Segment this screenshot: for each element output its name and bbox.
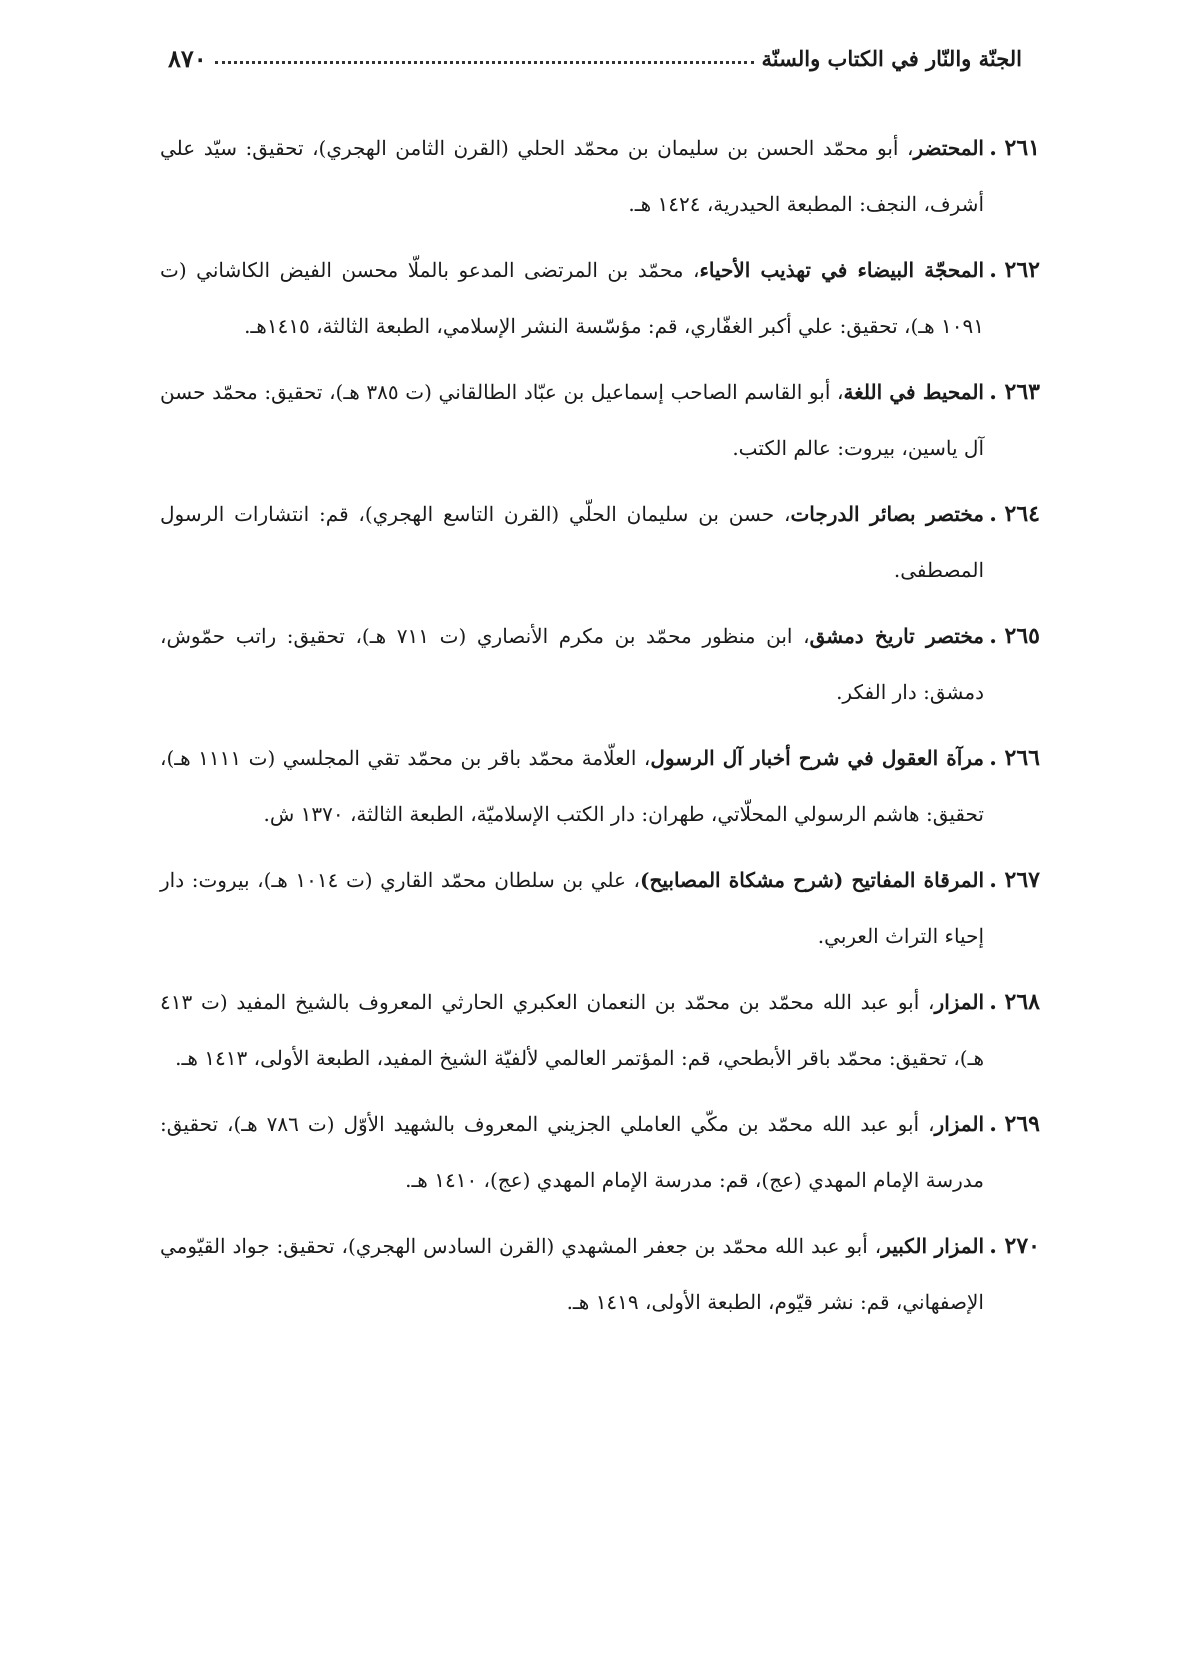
bibliography-entry xyxy=(160,974,1040,1086)
entry-title: المحجّة البيضاء في تهذيب الأحياء xyxy=(699,258,985,282)
entry-number: ٢٦٤ . xyxy=(989,486,1040,542)
book-title: الجنّة والنّار في الكتاب والسنّة xyxy=(761,45,1022,71)
entry-title: مرآة العقول في شرح أخبار آل الرسول xyxy=(650,746,984,770)
entry-title: المزار xyxy=(934,990,984,1014)
running-header xyxy=(160,38,1030,78)
bibliography-entry xyxy=(160,608,1040,720)
bibliography-entry xyxy=(160,242,1040,354)
entry-text: ، حسن بن سليمان الحلّي (القرن التاسع الهجري)، قم: انتشارات الرسول المصطفى. xyxy=(160,502,984,582)
entry-text: ، علي بن سلطان محمّد القاري (ت ١٠١٤ هـ)، بيروت: دار إحياء التراث العربي. xyxy=(160,868,984,948)
entry-number: ٢٦٢ . xyxy=(989,242,1040,298)
bibliography-entry xyxy=(160,1096,1040,1208)
entry-text: ، أبو عبد الله محمّد بن محمّد بن النعمان العكبري الحارثي المعروف بالشيخ المفيد (ت ٤١٣ هـ)، تحقيق: محمّد باقر الأبطحي، قم: المؤتمر العالمي لألفيّة الشيخ المفيد، الطبعة الأولى، ١٤١٣ هـ. xyxy=(160,990,984,1070)
entry-number: ٢٦٦ . xyxy=(989,730,1040,786)
bibliography-list xyxy=(160,120,1040,1340)
entry-text: ، أبو القاسم الصاحب إسماعيل بن عبّاد الطالقاني (ت ٣٨٥ هـ)، تحقيق: محمّد حسن آل ياسين، بيروت: عالم الكتب. xyxy=(160,380,984,460)
entry-text: ، محمّد بن المرتضى المدعو بالملّا محسن الفيض الكاشاني (ت ١٠٩١ هـ)، تحقيق: علي أكبر الغفّاري، قم: مؤسّسة النشر الإسلامي، الطبعة الثالثة، ١٤١٥هـ. xyxy=(160,258,984,338)
bibliography-entry xyxy=(160,364,1040,476)
entry-number: ٢٦٣ . xyxy=(989,364,1040,420)
entry-number: ٢٦٥ . xyxy=(989,608,1040,664)
entry-title: المرقاة المفاتيح (شرح مشكاة المصابيح) xyxy=(639,868,985,892)
entry-text: ، أبو عبد الله محمّد بن مكّي العاملي الجزيني المعروف بالشهيد الأوّل (ت ٧٨٦ هـ)، تحقيق: مدرسة الإمام المهدي (عج)، قم: مدرسة الإمام المهدي (عج)، ١٤١٠ هـ. xyxy=(160,1112,984,1192)
entry-number: ٢٦١ . xyxy=(989,120,1040,176)
entry-number: ٢٦٧ . xyxy=(989,852,1040,908)
entry-title: مختصر تاريخ دمشق xyxy=(809,624,985,648)
entry-text: ، أبو محمّد الحسن بن سليمان بن محمّد الحلي (القرن الثامن الهجري)، تحقيق: سيّد علي أشرف، النجف: المطبعة الحيدرية، ١٤٢٤ هـ. xyxy=(160,136,984,216)
entry-title: المزار الكبير xyxy=(881,1234,985,1258)
entry-number: ٢٦٨ . xyxy=(989,974,1040,1030)
bibliography-entry xyxy=(160,486,1040,598)
bibliography-entry xyxy=(160,1218,1040,1330)
entry-title: مختصر بصائر الدرجات xyxy=(790,502,984,526)
bibliography-entry xyxy=(160,120,1040,232)
entry-text: ، ابن منظور محمّد بن مكرم الأنصاري (ت ٧١١ هـ)، تحقيق: راتب حمّوش، دمشق: دار الفكر. xyxy=(160,624,984,704)
entry-text: ، أبو عبد الله محمّد بن جعفر المشهدي (القرن السادس الهجري)، تحقيق: جواد القيّومي الإصفهاني، قم: نشر قيّوم، الطبعة الأولى، ١٤١٩ هـ. xyxy=(160,1234,984,1314)
entry-text: ، العلّامة محمّد باقر بن محمّد تقي المجلسي (ت ١١١١ هـ)، تحقيق: هاشم الرسولي المحلّاتي، طهران: دار الكتب الإسلاميّة، الطبعة الثالثة، ١٣٧٠ ش. xyxy=(160,746,984,826)
page-number: ٨٧٠ xyxy=(168,43,207,73)
entry-number: ٢٦٩ . xyxy=(989,1096,1040,1152)
entry-number: ٢٧٠ . xyxy=(989,1218,1040,1274)
entry-title: المزار xyxy=(934,1112,984,1136)
bibliography-entry xyxy=(160,852,1040,964)
entry-title: المحيط في اللغة xyxy=(843,380,984,404)
leader-dots xyxy=(215,61,754,64)
bibliography-entry xyxy=(160,730,1040,842)
entry-title: المحتضر xyxy=(913,136,984,160)
